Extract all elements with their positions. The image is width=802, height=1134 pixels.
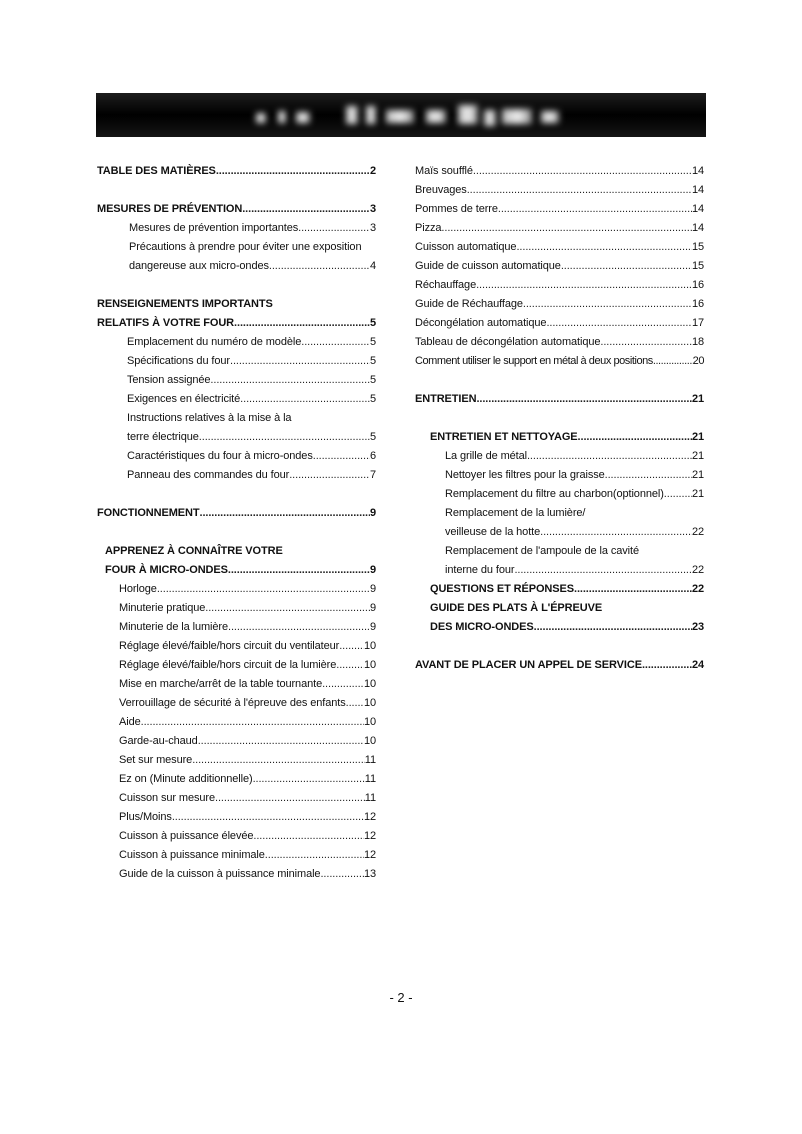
toc-dot-leader — [198, 735, 364, 748]
toc-entry[interactable] — [97, 710, 376, 729]
toc-dot-leader — [498, 203, 692, 216]
toc-entry[interactable] — [415, 463, 704, 482]
toc-section-heading[interactable] — [415, 596, 704, 615]
toc-entry-title: Nettoyer les filtres pour la graisse — [445, 469, 605, 481]
toc-entry[interactable] — [415, 292, 704, 311]
toc-entry-title: dangereuse aux micro-ondes — [129, 260, 269, 272]
toc-entry-title: Tableau de décongélation automatique — [415, 336, 601, 348]
toc-entry-title: Horloge — [119, 583, 157, 595]
toc-page-number: 5 — [369, 431, 376, 443]
toc-dot-leader — [346, 697, 364, 710]
toc-entry-title: Comment utiliser le support en métal à deux positions — [415, 355, 653, 367]
toc-page-number: 22 — [691, 583, 704, 595]
toc-page-number: 21 — [691, 431, 704, 443]
toc-entry[interactable] — [97, 862, 376, 881]
toc-page-number: 17 — [691, 317, 704, 329]
toc-entry-title: AVANT DE PLACER UN APPEL DE SERVICE — [415, 659, 642, 671]
toc-dot-leader — [215, 792, 365, 805]
toc-dot-leader — [664, 488, 692, 501]
toc-entry[interactable] — [97, 235, 376, 254]
toc-dot-leader — [242, 203, 370, 216]
toc-entry-title: Mise en marche/arrêt de la table tournante — [119, 678, 323, 690]
toc-entry-title: Guide de la cuisson à puissance minimale — [119, 868, 321, 880]
toc-entry[interactable] — [415, 178, 704, 197]
toc-dot-leader — [540, 526, 692, 539]
toc-dot-leader — [476, 279, 692, 292]
toc-entry-title: Tension assignée — [127, 374, 211, 386]
toc-spacer — [415, 634, 704, 653]
toc-dot-leader — [157, 583, 370, 596]
toc-entry-title: Set sur mesure — [119, 754, 193, 766]
toc-page-number: 9 — [369, 602, 376, 614]
toc-entry[interactable] — [97, 805, 376, 824]
toc-page-number: 16 — [691, 279, 704, 291]
toc-section-heading[interactable] — [97, 292, 376, 311]
toc-dot-leader — [199, 507, 369, 520]
toc-page-number: 12 — [363, 830, 376, 842]
toc-entry-title: Réchauffage — [415, 279, 477, 291]
toc-page-number: 9 — [369, 507, 376, 519]
toc-entry-title: Panneau des commandes du four — [127, 469, 290, 481]
toc-spacer — [97, 482, 376, 501]
toc-dot-leader — [527, 450, 692, 463]
toc-entry-title: Exigences en électricité — [127, 393, 241, 405]
toc-dot-leader — [216, 165, 370, 178]
toc-dot-leader — [578, 431, 692, 444]
toc-page-number: 4 — [369, 260, 376, 272]
toc-dot-leader — [240, 393, 370, 406]
toc-entry-title: Minuterie pratique — [119, 602, 206, 614]
toc-dot-leader — [313, 450, 370, 463]
toc-entry[interactable] — [97, 824, 376, 843]
toc-entry[interactable] — [415, 539, 704, 558]
toc-page-number: 10 — [363, 678, 376, 690]
toc-dot-leader — [322, 678, 364, 691]
toc-page-number: 11 — [364, 754, 376, 766]
toc-entry[interactable] — [97, 729, 376, 748]
toc-dot-leader — [253, 830, 364, 843]
toc-dot-leader — [172, 811, 364, 824]
toc-dot-leader — [141, 716, 364, 729]
toc-dot-leader — [473, 165, 692, 178]
toc-page-number: 24 — [691, 659, 704, 671]
toc-right-column — [415, 159, 704, 672]
toc-entry-title: Décongélation automatique — [415, 317, 547, 329]
page-number: - 2 - — [389, 990, 413, 1005]
banner-blurred-title — [96, 93, 706, 137]
toc-entry-title: Maïs soufflé — [415, 165, 473, 177]
toc-entry[interactable] — [97, 330, 376, 349]
toc-entry-title: Cuisson à puissance élevée — [119, 830, 254, 842]
toc-entry[interactable] — [415, 311, 704, 330]
toc-entry[interactable] — [97, 577, 376, 596]
toc-entry-title: Cuisson automatique — [415, 241, 517, 253]
toc-page-number: 14 — [691, 184, 704, 196]
toc-entry-title: Remplacement du filtre au charbon(optionnel) — [445, 488, 664, 500]
toc-entry-title: Garde-au-chaud — [119, 735, 198, 747]
toc-dot-leader — [476, 393, 692, 406]
toc-dot-leader — [516, 241, 692, 254]
toc-entry-title: Réglage élevé/faible/hors circuit de la lumière — [119, 659, 337, 671]
toc-entry[interactable] — [97, 748, 376, 767]
toc-spacer — [415, 406, 704, 425]
toc-page-number: 16 — [691, 298, 704, 310]
toc-entry-title: veilleuse de la hotte — [445, 526, 541, 538]
toc-page-number: 21 — [691, 393, 704, 405]
toc-entry-title: Aide — [119, 716, 141, 728]
toc-entry-title: Réglage élevé/faible/hors circuit du ventilateur — [119, 640, 340, 652]
toc-dot-leader — [642, 659, 692, 672]
toc-entry[interactable] — [97, 786, 376, 805]
toc-dot-leader — [192, 754, 365, 767]
toc-section-heading[interactable] — [97, 501, 376, 520]
toc-entry[interactable] — [97, 634, 376, 653]
toc-dot-leader — [230, 355, 370, 368]
toc-entry-title: Remplacement de l'ampoule de la cavité — [445, 545, 639, 557]
toc-dot-leader — [265, 849, 364, 862]
toc-entry-title: TABLE DES MATIÈRES — [97, 165, 216, 177]
toc-page-number: 22 — [691, 526, 704, 538]
toc-entry[interactable] — [97, 254, 376, 273]
toc-entry[interactable] — [97, 672, 376, 691]
toc-entry[interactable] — [415, 349, 704, 368]
toc-entry-title: Instructions relatives à la mise à la — [127, 412, 292, 424]
toc-page-number: 6 — [369, 450, 376, 462]
toc-entry[interactable] — [97, 216, 376, 235]
toc-page-number: 9 — [369, 583, 376, 595]
toc-page-number: 10 — [363, 735, 376, 747]
toc-entry[interactable] — [415, 273, 704, 292]
toc-dot-leader — [561, 260, 692, 273]
toc-page-number: 10 — [363, 697, 376, 709]
toc-dot-leader — [320, 868, 364, 881]
toc-entry[interactable] — [97, 368, 376, 387]
toc-page-number: 21 — [691, 450, 704, 462]
toc-dot-leader — [339, 640, 364, 653]
toc-dot-leader — [228, 621, 370, 634]
toc-dot-leader — [199, 431, 370, 444]
toc-entry[interactable] — [97, 387, 376, 406]
toc-page-number: 10 — [363, 640, 376, 652]
toc-page-number: 5 — [369, 336, 376, 348]
toc-page-number: 3 — [369, 203, 376, 215]
toc-entry[interactable] — [415, 159, 704, 178]
toc-section-heading[interactable] — [97, 539, 376, 558]
toc-entry-title: QUESTIONS ET RÉPONSES — [430, 583, 574, 595]
toc-section-heading[interactable] — [97, 558, 376, 577]
toc-section-heading[interactable] — [97, 197, 376, 216]
toc-page-number: 14 — [691, 165, 704, 177]
toc-dot-leader — [523, 298, 692, 311]
toc-entry-title: Caractéristiques du four à micro-ondes — [127, 450, 313, 462]
toc-entry-title: Cuisson à puissance minimale — [119, 849, 265, 861]
toc-dot-leader — [301, 336, 370, 349]
toc-section-heading[interactable] — [415, 615, 704, 634]
toc-entry[interactable] — [97, 349, 376, 368]
toc-dot-leader — [441, 222, 692, 235]
toc-dot-leader — [234, 317, 370, 330]
toc-page-number: 12 — [363, 811, 376, 823]
toc-page-number: 18 — [691, 336, 704, 348]
toc-page-number: 15 — [691, 260, 704, 272]
toc-section-heading[interactable] — [97, 159, 376, 178]
toc-entry-title: Précautions à prendre pour éviter une exposition — [129, 241, 362, 253]
toc-spacer — [97, 273, 376, 292]
toc-entry-title: ENTRETIEN — [415, 393, 477, 405]
toc-entry[interactable] — [97, 615, 376, 634]
toc-page-number: 5 — [369, 317, 376, 329]
toc-dot-leader — [205, 602, 370, 615]
toc-page-number: 9 — [369, 564, 376, 576]
toc-page-number: 14 — [691, 222, 704, 234]
toc-entry-title: Spécifications du four — [127, 355, 230, 367]
toc-entry-title: Plus/Moins — [119, 811, 172, 823]
toc-entry-title: FONCTIONNEMENT — [97, 507, 200, 519]
toc-page-number: 21 — [691, 469, 704, 481]
toc-entry-title: Verrouillage de sécurité à l'épreuve des enfants — [119, 697, 346, 709]
toc-dot-leader — [298, 222, 370, 235]
toc-entry-title: Pizza — [415, 222, 442, 234]
toc-page-number: 5 — [369, 374, 376, 386]
toc-dot-leader — [514, 564, 692, 577]
toc-entry[interactable] — [97, 444, 376, 463]
toc-entry-title: ENTRETIEN ET NETTOYAGE — [430, 431, 578, 443]
toc-entry[interactable] — [97, 653, 376, 672]
toc-page-number: 5 — [369, 393, 376, 405]
toc-entry[interactable] — [97, 406, 376, 425]
toc-section-heading[interactable] — [415, 653, 704, 672]
toc-entry[interactable] — [415, 501, 704, 520]
toc-entry-title: Guide de cuisson automatique — [415, 260, 561, 272]
toc-entry[interactable] — [415, 235, 704, 254]
toc-entry-title: Minuterie de la lumière — [119, 621, 228, 633]
toc-entry-title: Emplacement du numéro de modèle — [127, 336, 302, 348]
toc-page-number: 7 — [369, 469, 376, 481]
toc-entry-title: APPRENEZ À CONNAÎTRE VOTRE — [105, 545, 283, 557]
toc-entry[interactable] — [415, 216, 704, 235]
toc-entry-title: Remplacement de la lumière/ — [445, 507, 586, 519]
toc-entry[interactable] — [97, 425, 376, 444]
toc-page-number: 2 — [369, 165, 376, 177]
toc-entry[interactable] — [97, 843, 376, 862]
toc-entry[interactable] — [415, 330, 704, 349]
toc-dot-leader — [600, 336, 692, 349]
toc-page-number: 21 — [691, 488, 704, 500]
toc-dot-leader — [289, 469, 370, 482]
toc-page-number: 5 — [369, 355, 376, 367]
toc-dot-leader — [653, 355, 693, 368]
toc-entry[interactable] — [415, 520, 704, 539]
toc-entry-title: interne du four — [445, 564, 515, 576]
toc-entry-title: La grille de métal — [445, 450, 527, 462]
toc-entry[interactable] — [97, 463, 376, 482]
toc-entry-title: DES MICRO-ONDES — [430, 621, 534, 633]
toc-page-number: 9 — [369, 621, 376, 633]
toc-entry[interactable] — [415, 197, 704, 216]
toc-dot-leader — [574, 583, 692, 596]
toc-entry-title: Cuisson sur mesure — [119, 792, 216, 804]
toc-dot-leader — [210, 374, 370, 387]
toc-page-number: 3 — [369, 222, 376, 234]
toc-page-number: 10 — [363, 659, 376, 671]
toc-entry[interactable] — [97, 691, 376, 710]
toc-dot-leader — [336, 659, 364, 672]
toc-section-heading[interactable] — [415, 577, 704, 596]
toc-entry[interactable] — [97, 767, 376, 786]
toc-entry-title: RENSEIGNEMENTS IMPORTANTS — [97, 298, 273, 310]
toc-entry-title: GUIDE DES PLATS À L'ÉPREUVE — [430, 602, 603, 614]
toc-page-number: 13 — [363, 868, 376, 880]
toc-entry-title: FOUR À MICRO-ONDES — [105, 564, 228, 576]
toc-spacer — [97, 178, 376, 197]
title-banner — [96, 93, 706, 137]
toc-entry-title: MESURES DE PRÉVENTION — [97, 203, 243, 215]
toc-left-column — [97, 159, 376, 881]
toc-page-number: 14 — [691, 203, 704, 215]
toc-page-number: 11 — [364, 792, 376, 804]
toc-entry-title: Ez on (Minute additionnelle) — [119, 773, 253, 785]
toc-entry-title: Breuvages — [415, 184, 467, 196]
toc-page-number: 11 — [364, 773, 376, 785]
toc-entry[interactable] — [415, 254, 704, 273]
toc-dot-leader — [269, 260, 370, 273]
toc-page-number: 10 — [363, 716, 376, 728]
toc-page-number: 12 — [363, 849, 376, 861]
toc-entry-title: Guide de Réchauffage — [415, 298, 523, 310]
toc-page-number: 20 — [692, 355, 704, 367]
toc-dot-leader — [467, 184, 692, 197]
toc-page-number: 22 — [691, 564, 704, 576]
toc-dot-leader — [228, 564, 370, 577]
toc-page-number: 23 — [691, 621, 704, 633]
toc-dot-leader — [605, 469, 692, 482]
toc-entry[interactable] — [97, 596, 376, 615]
toc-dot-leader — [546, 317, 692, 330]
toc-entry-title: RELATIFS À VOTRE FOUR — [97, 317, 235, 329]
toc-entry-title: Mesures de prévention importantes — [129, 222, 299, 234]
toc-dot-leader — [534, 621, 692, 634]
toc-spacer — [415, 368, 704, 387]
toc-spacer — [97, 520, 376, 539]
toc-dot-leader — [253, 773, 365, 786]
toc-page-number: 15 — [691, 241, 704, 253]
toc-entry-title: terre électrique — [127, 431, 199, 443]
toc-entry[interactable] — [415, 558, 704, 577]
toc-entry-title: Pommes de terre — [415, 203, 498, 215]
toc-section-heading[interactable] — [415, 425, 704, 444]
toc-entry[interactable] — [415, 482, 704, 501]
toc-entry[interactable] — [415, 444, 704, 463]
toc-section-heading[interactable] — [415, 387, 704, 406]
toc-section-heading[interactable] — [97, 311, 376, 330]
